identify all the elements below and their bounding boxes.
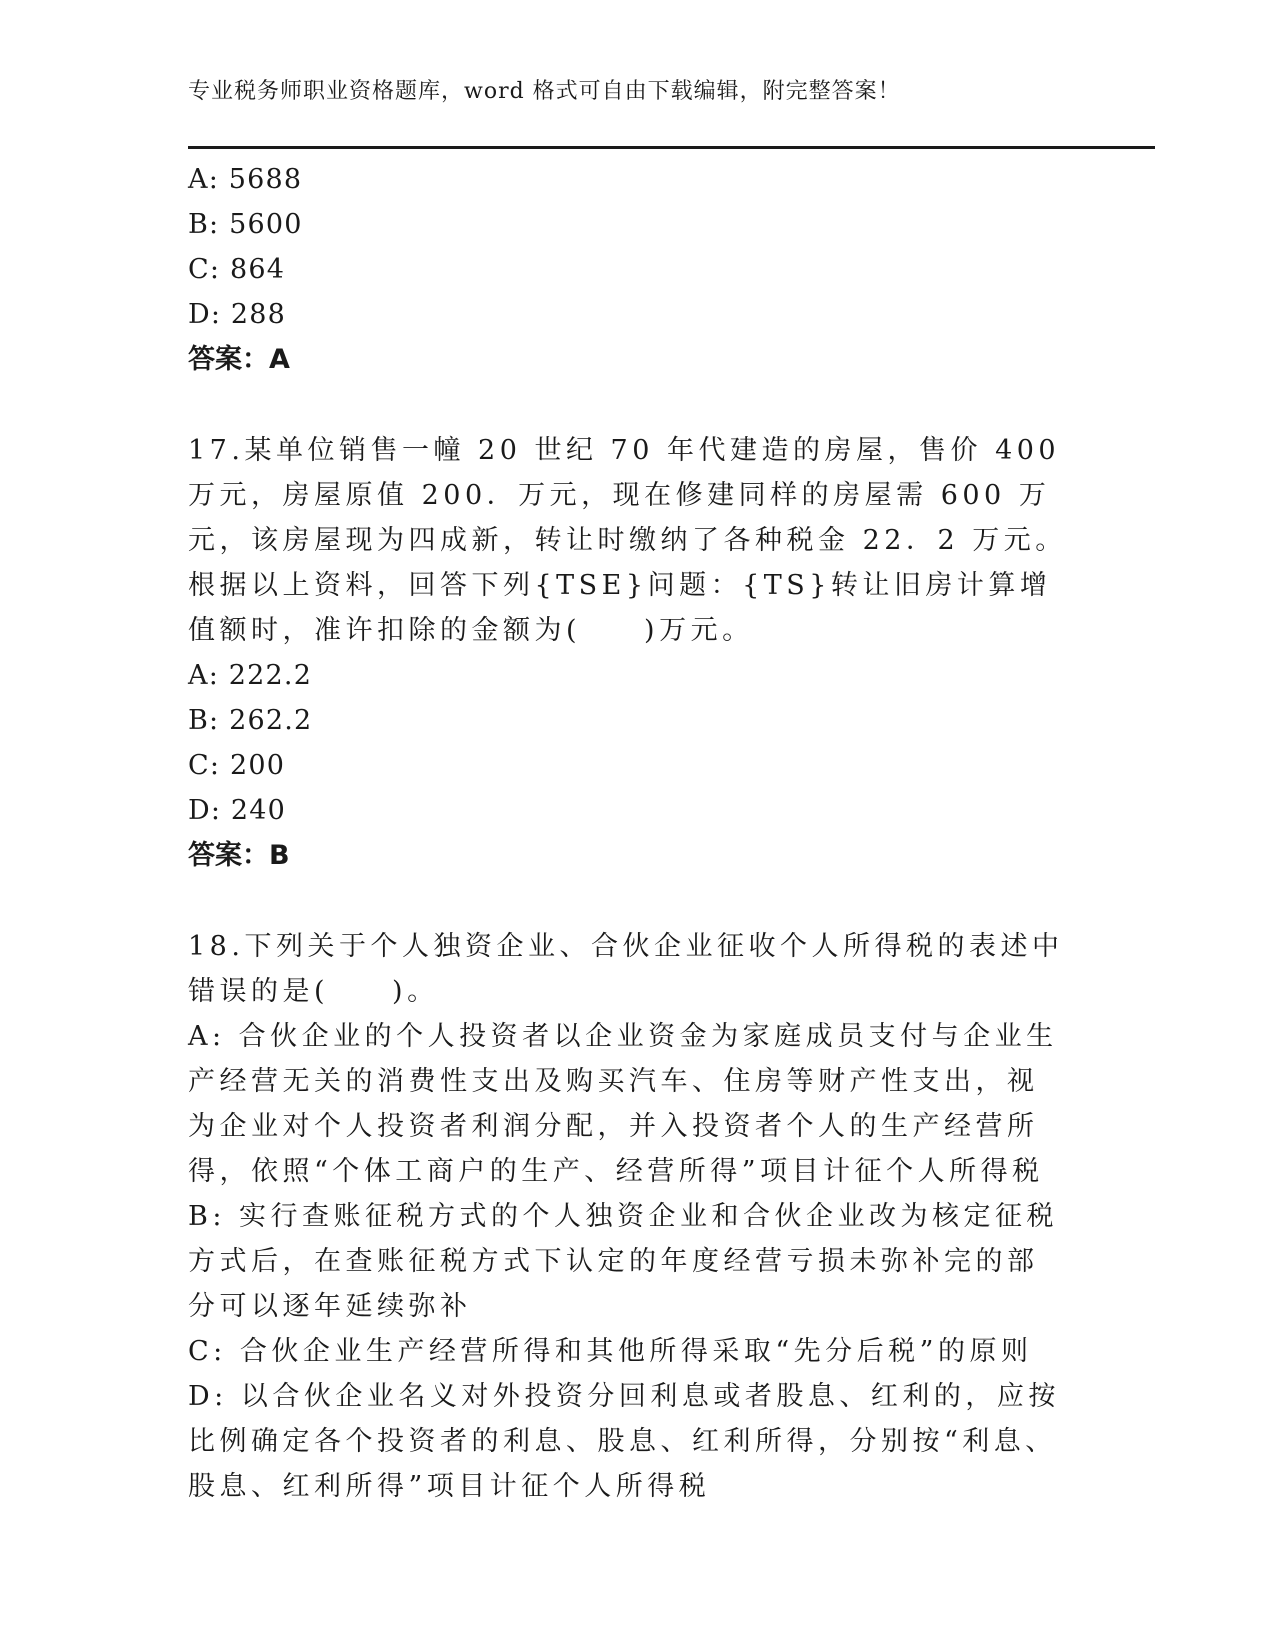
q17-option-d: D: 240: [188, 795, 287, 826]
q18-option-b: B: 实行查账征税方式的个人独资企业和合伙企业改为核定征税方式后，在查账征税方式下认定的年度经营亏损未弥补完的部分可以逐年延续弥补: [188, 1201, 1059, 1322]
option-c: C: 864: [188, 254, 286, 285]
page-header: 专业税务师职业资格题库，word 格式可自由下载编辑，附完整答案！: [188, 79, 901, 104]
q17-option-a: A: 222.2: [188, 660, 313, 691]
q18-option-c: C: 合伙企业生产经营所得和其他所得采取“先分后税”的原则: [188, 1336, 1033, 1367]
question-content: [188, 157, 1068, 1509]
previous-question-block: [188, 157, 1068, 382]
option-a: A: 5688: [188, 164, 303, 195]
option-b: B: 5600: [188, 209, 303, 240]
answer-label: 答案：A: [188, 344, 290, 375]
question-18-stem: 18.下列关于个人独资企业、合伙企业征收个人所得税的表述中错误的是( )。: [188, 931, 1064, 1007]
q18-option-d: D: 以合伙企业名义对外投资分回利息或者股息、红利的，应按比例确定各个投资者的利息、股息、红利所得，分别按“利息、股息、红利所得”项目计征个人所得税: [188, 1381, 1060, 1502]
option-d: D: 288: [188, 299, 287, 330]
q17-option-c: C: 200: [188, 750, 286, 781]
q18-option-a: A: 合伙企业的个人投资者以企业资金为家庭成员支付与企业生产经营无关的消费性支出及购买汽车、住房等财产性支出，视为企业对个人投资者利润分配，并入投资者个人的生产经营所得，依照“个体工商户的生产、经营所得”项目计征个人所得税: [188, 1021, 1058, 1187]
question-18-block: [188, 924, 1068, 1509]
question-17-block: [188, 428, 1068, 878]
header-rule: [188, 146, 1155, 149]
q17-option-b: B: 262.2: [188, 705, 313, 736]
q17-answer: 答案：B: [188, 840, 290, 871]
question-17-stem: 17.某单位销售一幢 20 世纪 70 年代建造的房屋，售价 400 万元，房屋原值 200．万元，现在修建同样的房屋需 600 万元，该房屋现为四成新，转让时缴纳了各种税金 22．2 万元。根据以上资料，回答下列{TSE}问题：{TS}转让旧房计算增值额时，准许扣除的金额为( )万元。: [188, 435, 1067, 646]
